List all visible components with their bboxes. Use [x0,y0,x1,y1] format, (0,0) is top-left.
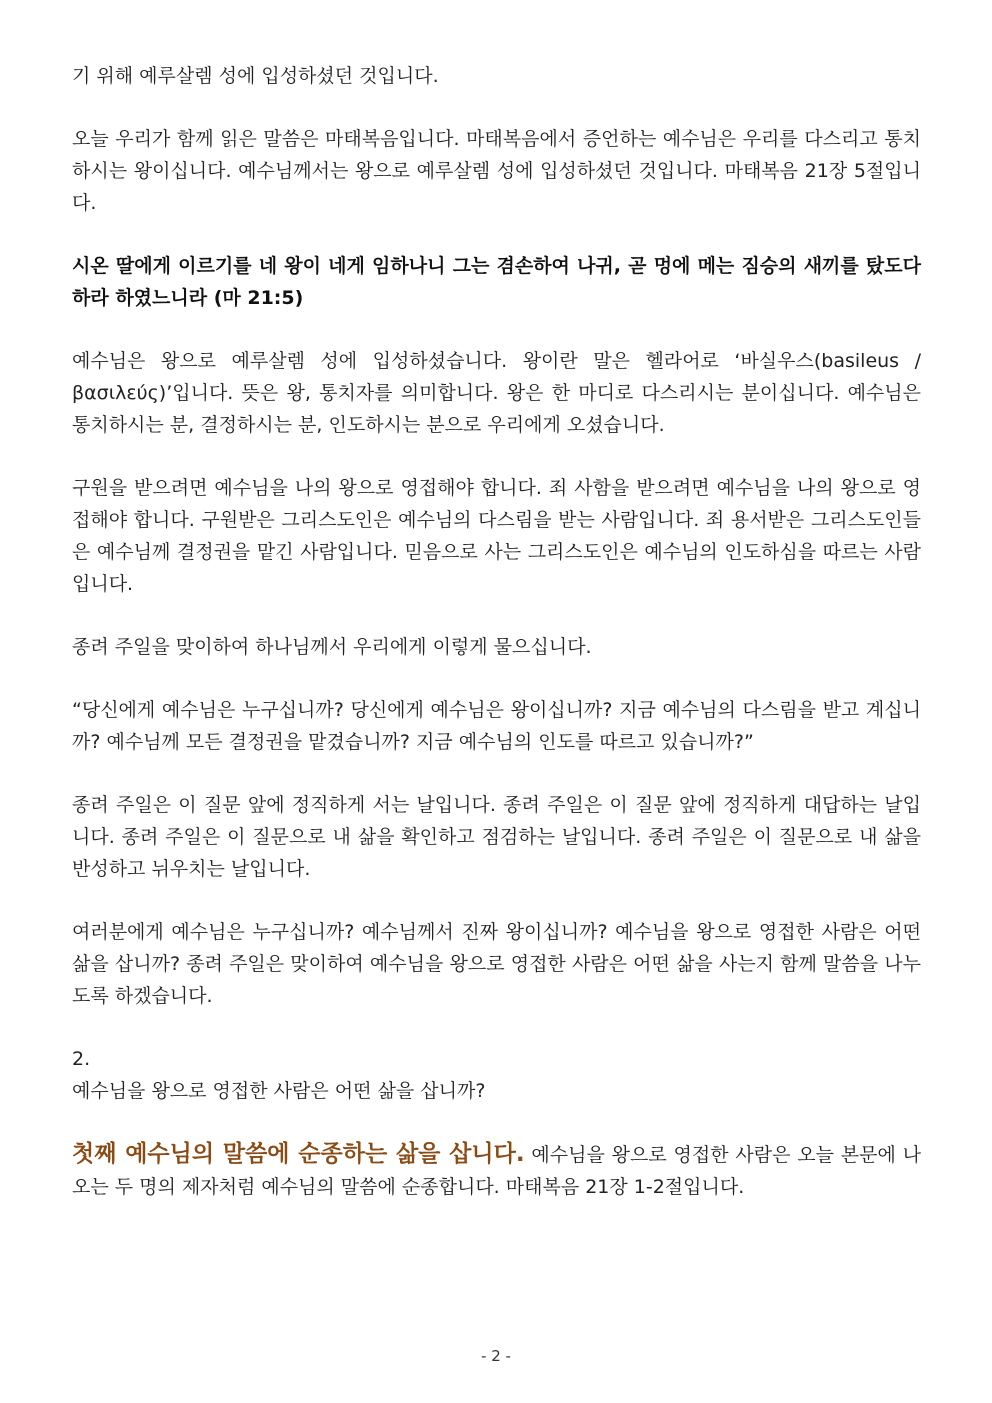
paragraph-who-is-jesus: 여러분에게 예수님은 누구십니까? 예수님께서 진짜 왕이십니까? 예수님을 왕으로 영접한 사람은 어떤 삶을 삽니까? 종려 주일은 맞이하여 예수님을 왕으로 영접한 사람은 어떤 삶을 사는지 함께 말씀을 나누도록 하겠습니다. [72,921,921,1007]
first-point-heading: 첫째 예수님의 말씀에 순종하는 삶을 삽니다. [72,1141,525,1167]
paragraph-continuation: 기 위해 예루살렘 성에 입성하셨던 것입니다. [72,65,439,87]
section-number: 2. [72,1048,91,1070]
paragraph-palm-sunday-question: 종려 주일을 맞이하여 하나님께서 우리에게 이렇게 물으십니다. [72,636,592,658]
document-page [72,60,921,1234]
paragraph-quoted-questions: “당신에게 예수님은 누구십니까? 당신에게 예수님은 왕이십니까? 지금 예수님의 다스림을 받고 계십니까? 예수님께 모든 결정권을 맡겼습니까? 지금 예수님의 인도를 따르고 있습니까?” [72,699,921,753]
paragraph-king-meaning: 예수님은 왕으로 예루살렘 성에 입성하셨습니다. 왕이란 말은 헬라어로 ‘바실우스(basileus / βασιλεύς)’입니다. 뜻은 왕, 통치자를 의미합니다. 왕은 한 마디로 다스리시는 분이십니다. 예수님은 통치하시는 분, 결정하시는 분, 인도하시는 분으로 우리에게 오셨습니다. [72,350,921,436]
paragraph-matthew-intro: 오늘 우리가 함께 읽은 말씀은 마태복음입니다. 마태복음에서 증언하는 예수님은 우리를 다스리고 통치하시는 왕이십니다. 예수님께서는 왕으로 예루살렘 성에 입성하셨던 것입니다. 마태복음 21장 5절입니다. [72,128,921,214]
page-number: - 2 - [481,1347,511,1365]
paragraph-salvation: 구원을 받으려면 예수님을 나의 왕으로 영접해야 합니다. 죄 사함을 받으려면 예수님을 나의 왕으로 영접해야 합니다. 구원받은 그리스도인은 예수님의 다스림을 받는 사람입니다. 죄 용서받은 그리스도인들은 예수님께 결정권을 맡긴 사람입니다. 믿음으로 사는 그리스도인은 예수님의 인도하심을 따르는 사람입니다. [72,477,921,595]
paragraph-honest-day: 종려 주일은 이 질문 앞에 정직하게 서는 날입니다. 종려 주일은 이 질문 앞에 정직하게 대답하는 날입니다. 종려 주일은 이 질문으로 내 삶을 확인하고 점검하는 날입니다. 종려 주일은 이 질문으로 내 삶을 반성하고 뉘우치는 날입니다. [72,794,921,880]
paragraph-first-point [72,1138,921,1203]
scripture-quote: 시온 딸에게 이르기를 네 왕이 네게 임하나니 그는 겸손하여 나귀, 곧 멍에 메는 짐승의 새끼를 탔도다 하라 하였느니라 (마 21:5) [72,255,921,309]
first-point-body: 예수님을 왕으로 영접한 사람은 오늘 본문에 나오는 두 명의 제자처럼 예수님의 말씀에 순종합니다. 마태복음 21장 1-2절입니다. [72,1144,921,1198]
section-question: 예수님을 왕으로 영접한 사람은 어떤 삶을 삽니까? [72,1080,486,1102]
